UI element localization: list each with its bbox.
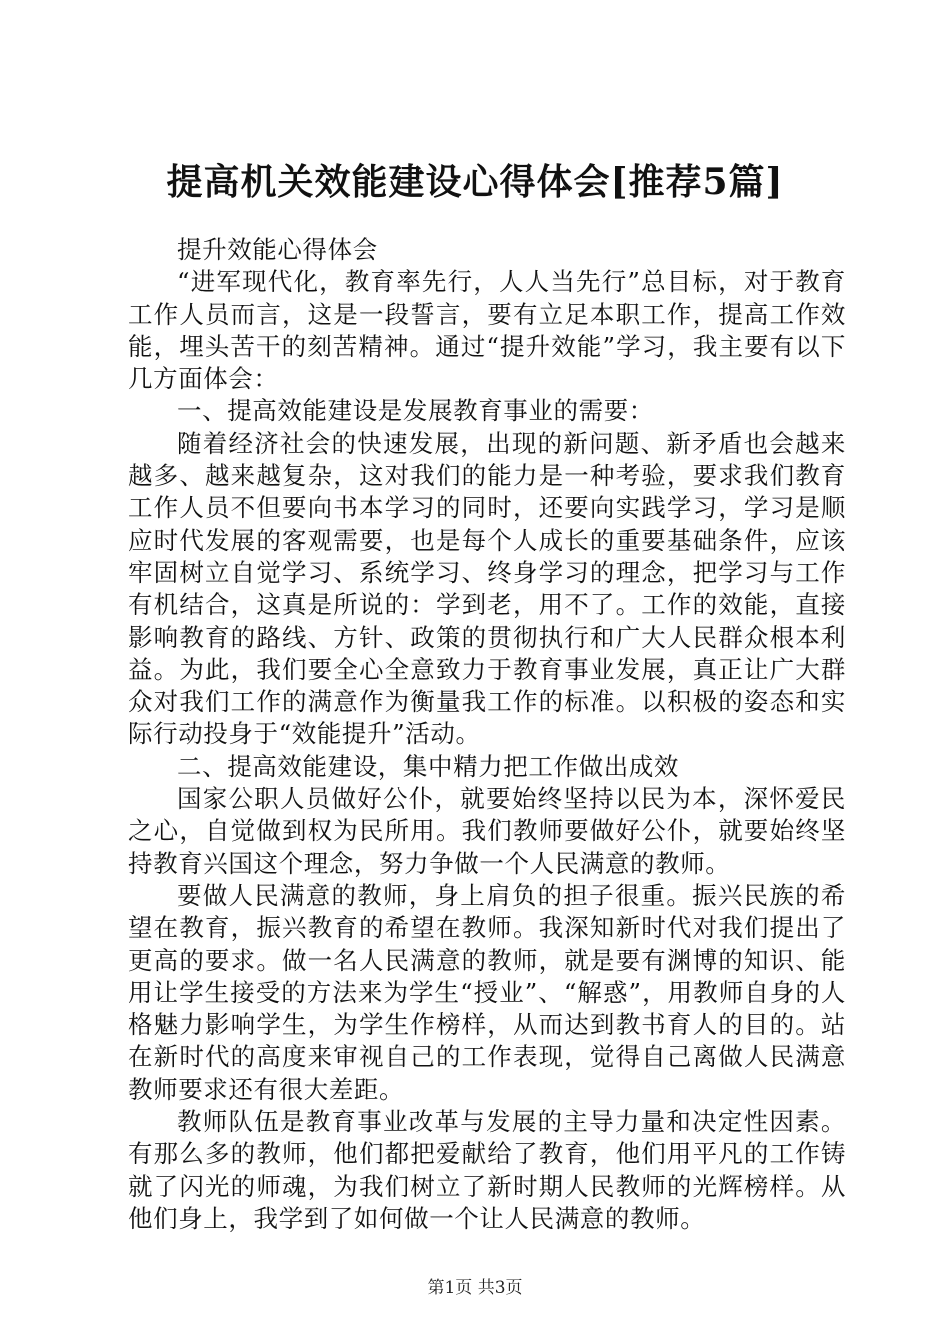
section-heading-1: 一、提高效能建设是发展教育事业的需要： [177,396,654,426]
section-heading-2: 二、提高效能建设，集中精力把工作做出成效 [177,751,679,781]
paragraph-teacher-team: 教师队伍是教育事业改革与发展的主导力量和决定性因素。有那么多的教师，他们都把爱献给了教育，他们用平凡的工作铸就了闪光的师魂，为我们树立了新时期人民教师的光辉榜样。从他们身上，我学到了如何做一个让人民满意的教师。 [128,1107,846,1233]
document-body [128,234,846,1235]
paragraph-satisfied-teacher: 要做人民满意的教师，身上肩负的担子很重。振兴民族的希望在教育，振兴教育的希望在教师。我深知新时代对我们提出了更高的要求。做一名人民满意的教师，就是要有渊博的知识、能用让学生接受的方法来为学生“授业”、“解惑”，用教师自身的人格魅力影响学生，为学生作榜样，从而达到教书育人的目的。站在新时代的高度来审视自己的工作表现，觉得自己离做人民满意教师要求还有很大差距。 [128,880,846,1104]
paragraph-intro: “进军现代化，教育率先行，人人当先行”总目标，对于教育工作人员而言，这是一段誓言，要有立足本职工作，提高工作效能，埋头苦干的刻苦精神。通过“提升效能”学习，我主要有以下几方面体会： [128,267,846,394]
paragraph-section-1: 随着经济社会的快速发展，出现的新问题、新矛盾也会越来越多、越来越复杂，这对我们的能力是一种考验，要求我们教育工作人员不但要向书本学习的同时，还要向实践学习，学习是顺应时代发展的客观需要，也是每个人成长的重要基础条件，应该牢固树立自觉学习、系统学习、终身学习的理念，把学习与工作有机结合，这真是所说的：学到老，用不了。工作的效能，直接影响教育的路线、方针、政策的贯彻执行和广大人民群众根本利益。为此，我们要全心全意致力于教育事业发展，真正让广大群众对我们工作的满意作为衡量我工作的标准。以积极的姿态和实际行动投身于“效能提升”活动。 [128,428,846,749]
paragraph-subtitle: 提升效能心得体会 [177,235,378,264]
page-number-footer: 第1页 共3页 [427,1278,523,1298]
document-title: 提高机关效能建设心得体会[推荐5篇] [166,161,784,203]
paragraph-public-servant: 国家公职人员做好公仆，就要始终坚持以民为本，深怀爱民之心，自觉做到权为民所用。我们教师要做好公仆，就要始终坚持教育兴国这个理念，努力争做一个人民满意的教师。 [128,784,846,878]
